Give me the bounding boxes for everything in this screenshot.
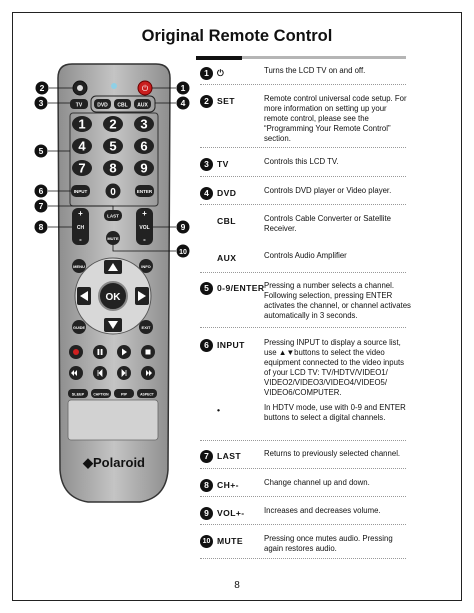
callout-number-2: 2	[39, 83, 45, 93]
callout-number-1: 1	[180, 83, 186, 93]
digit-8-label: 8	[109, 160, 117, 176]
entry-description: Pressing a number selects a channel. Following selection, pressing ENTER activates the channel, or channel activates automatically in 3 seconds.	[264, 281, 411, 320]
entry-label: VOL+-	[217, 508, 245, 518]
indicator-light	[111, 83, 117, 89]
entry-label: 0-9/ENTER	[217, 283, 265, 293]
entry-label: MUTE	[217, 536, 243, 546]
entry-separator	[200, 272, 406, 273]
entry-description: Controls this LCD TV.	[264, 157, 339, 166]
svg-text:-: -	[79, 235, 82, 244]
digit-3-label: 3	[140, 116, 148, 132]
entry-description: Increases and decreases volume.	[264, 506, 381, 515]
mute-button: MUTE	[107, 236, 119, 241]
svg-text:-: -	[143, 235, 146, 244]
entry-number-badge: 8	[200, 479, 213, 492]
callout-number-6: 6	[38, 186, 44, 196]
entry-description: Controls Cable Converter or Satellite Receiver.	[264, 214, 391, 233]
entry-description: Remote control universal code setup. For more information on setting up your remote control, please see the “Programming Your Remote Control” section.	[264, 94, 407, 143]
entry-description: Controls Audio Amplifier	[264, 251, 347, 260]
digit-2-label: 2	[109, 116, 117, 132]
entry-label: CH+-	[217, 480, 239, 490]
brand-logo: ◆Polaroid	[82, 455, 146, 470]
aux-mode-button: AUX	[137, 102, 148, 109]
info-button: INFO	[141, 264, 151, 269]
guide-button: GUIDE	[72, 326, 86, 330]
cbl-mode-button: CBL	[117, 102, 128, 109]
digit-0-button: 0	[110, 187, 116, 198]
entry-number-badge: 4	[200, 187, 213, 200]
entry-separator	[200, 524, 406, 525]
caption-button: CAPTION	[93, 392, 109, 397]
digit-1-label: 1	[78, 116, 86, 132]
callout-number-8: 8	[38, 222, 44, 232]
menu-button: MENU	[73, 264, 85, 269]
ok-button: OK	[105, 292, 121, 303]
entry-description: Pressing once mutes audio. Pressing again restores audio.	[264, 534, 393, 553]
digit-5-label: 5	[109, 138, 117, 154]
digit-9-label: 9	[140, 160, 148, 176]
entry-separator	[200, 468, 406, 469]
entry-separator	[200, 496, 406, 497]
entry-label: CBL	[217, 216, 236, 226]
page-title: Original Remote Control	[141, 27, 333, 45]
entry-separator	[200, 147, 406, 148]
input-button: INPUT	[73, 189, 88, 194]
callout-number-7: 7	[38, 201, 44, 211]
dvd-mode-button: DVD	[97, 102, 108, 109]
entry-description: Returns to previously selected channel.	[264, 449, 401, 458]
entry-separator	[200, 176, 406, 177]
entry-separator	[200, 440, 406, 441]
entry-number-badge: 2	[200, 95, 213, 108]
entry-label: •	[217, 405, 221, 415]
number-pad	[72, 116, 154, 176]
bottom-panel	[68, 400, 158, 440]
entry-number-badge: 5	[200, 282, 213, 295]
svg-text:+: +	[142, 209, 147, 218]
entry-label: TV	[217, 159, 229, 169]
entry-label: LAST	[217, 451, 242, 461]
sleep-button: SLEEP	[71, 392, 85, 397]
tv-mode-button: TV	[75, 102, 83, 109]
entry-description: Controls DVD player or Video player.	[264, 186, 392, 195]
aspect-button: ASPECT	[140, 392, 154, 397]
callout-number-4: 4	[180, 98, 186, 108]
entry-number-badge: 1	[200, 67, 213, 80]
last-button: LAST	[107, 213, 119, 219]
vol-rocker: VOL	[139, 225, 150, 231]
entry-number-badge: 3	[200, 158, 213, 171]
entry-description: Turns the LCD TV on and off.	[264, 66, 366, 75]
svg-text:+: +	[78, 209, 83, 218]
entry-number-badge: 7	[200, 450, 213, 463]
entry-label: SET	[217, 96, 235, 106]
entry-separator	[200, 327, 406, 328]
entry-label: AUX	[217, 253, 237, 263]
entry-description: Pressing INPUT to display a source list, use ▲▼buttons to select the video equipment connected to the video inputs of your LCD TV: TV/HDTV/VIDEO1/ VIDEO2/VIDEO3/VIDEO4/VIDEO5/ VIDEO6/COMPUTER.	[264, 338, 405, 397]
entry-label: ⏻	[217, 68, 225, 78]
ch-rocker: CH	[76, 225, 85, 231]
entry-label: DVD	[217, 188, 237, 198]
entry-separator	[200, 204, 406, 205]
entry-separator	[200, 558, 406, 559]
digit-7-label: 7	[78, 160, 86, 176]
callout-number-3: 3	[38, 98, 44, 108]
digit-4-label: 4	[78, 138, 86, 154]
pip-button: PIP	[120, 392, 128, 397]
pause-button	[93, 345, 107, 359]
enter-button: ENTER	[136, 189, 153, 194]
page-number: 8	[234, 580, 240, 591]
callout-number-5: 5	[38, 146, 44, 156]
entry-description: In HDTV mode, use with 0-9 and ENTER buttons to select a digital channels.	[264, 403, 406, 422]
digit-6-label: 6	[140, 138, 148, 154]
exit-button: EXIT	[141, 325, 151, 330]
entry-description: Change channel up and down.	[264, 478, 370, 487]
callout-number-10: 10	[179, 249, 187, 256]
entry-number-badge: 9	[200, 507, 213, 520]
entry-label: INPUT	[217, 340, 245, 350]
entry-number-badge: 6	[200, 339, 213, 352]
entry-separator	[200, 84, 406, 85]
callout-number-9: 9	[180, 222, 186, 232]
svg-text:⏻: ⏻	[141, 84, 149, 93]
entry-number-badge: 10	[200, 535, 213, 548]
